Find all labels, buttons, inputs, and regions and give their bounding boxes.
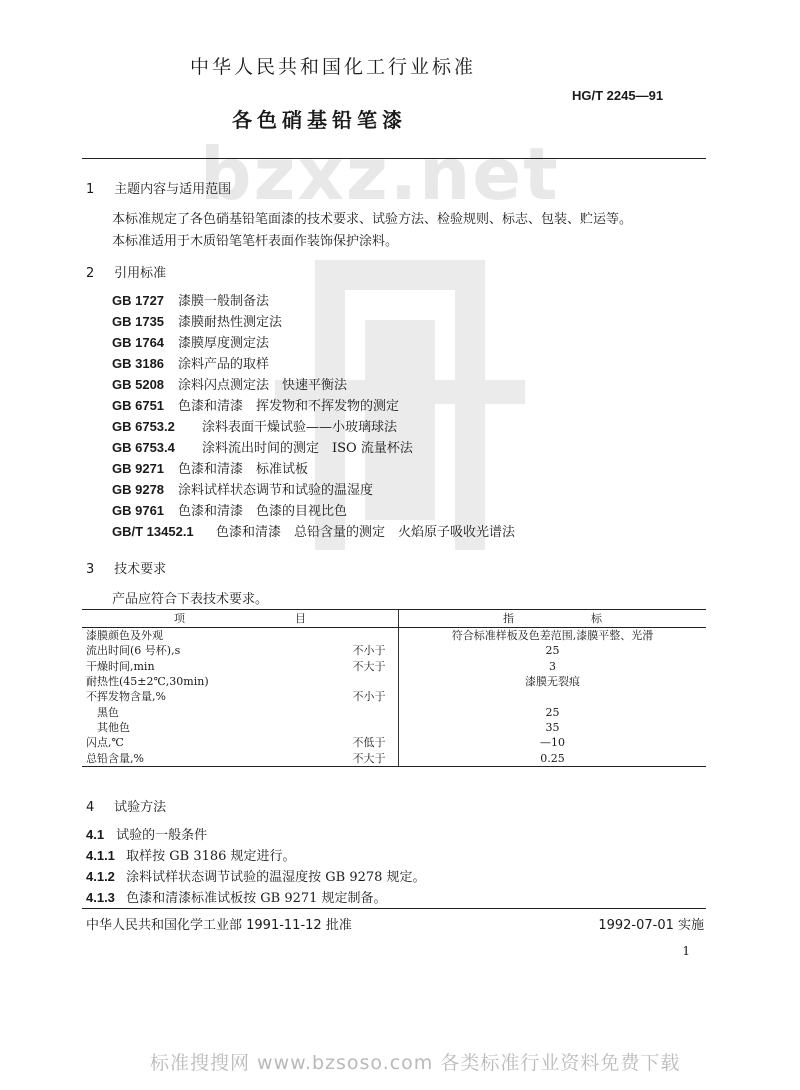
reference-name: 色漆和清漆 标准试板 <box>178 462 309 477</box>
table-header-row <box>82 610 706 628</box>
reference-item <box>112 353 672 374</box>
row-item: 漆膜颜色及外观 <box>86 629 163 643</box>
reference-name: 涂料流出时间的测定 ISO 流量杯法 <box>202 441 413 456</box>
reference-code: GB 1727 <box>112 293 165 308</box>
reference-item <box>112 479 672 500</box>
reference-code: GB 9271 <box>112 461 165 476</box>
table-header-item: 项 目 <box>82 610 399 628</box>
row-value: 0.25 <box>399 750 707 766</box>
effective-date: 1992-07-01 实施 <box>598 918 704 933</box>
row-item: 其他色 <box>86 720 130 734</box>
clause-number: 4.1.3 <box>86 890 115 905</box>
reference-name: 色漆和清漆 色漆的目视比色 <box>178 504 348 519</box>
reference-item <box>112 311 672 332</box>
section-1-heading <box>86 178 231 197</box>
technical-requirements-table <box>82 609 706 767</box>
footer-rule <box>82 908 706 909</box>
reference-code: GB 1764 <box>112 335 165 350</box>
clause-item <box>86 887 387 906</box>
row-item: 耐热性(45±2℃,30min) <box>86 675 209 689</box>
document-title: 各色硝基铅笔漆 <box>232 108 407 132</box>
reference-name: 涂料闪点测定法 快速平衡法 <box>178 378 348 393</box>
row-value <box>399 689 707 704</box>
reference-item <box>112 290 672 311</box>
row-limit: 不低于 <box>340 735 399 750</box>
clause-text: 色漆和清漆标准试板按 GB 9271 规定制备。 <box>126 891 387 906</box>
row-limit <box>340 704 399 719</box>
approval-line: 中华人民共和国化学工业部 1991-11-12 批准 <box>86 918 352 933</box>
clause-item <box>86 845 296 864</box>
row-value: 3 <box>549 659 556 673</box>
section-number: 1 <box>86 182 95 197</box>
section-title: 试验方法 <box>114 800 167 815</box>
standard-body-title: 中华人民共和国化工行业标准 <box>190 56 477 78</box>
table-row <box>82 689 706 704</box>
reference-code: GB 6753.2 <box>112 419 175 434</box>
watermark-text: bzxz.net <box>200 132 560 216</box>
section-title: 引用标准 <box>114 266 167 281</box>
table-row <box>82 750 706 766</box>
page-number: 1 <box>682 944 690 958</box>
reference-name: 涂料试样状态调节和试验的温湿度 <box>178 483 374 498</box>
table-row <box>82 720 706 735</box>
row-value: 25 <box>545 705 560 719</box>
clause-item <box>86 824 207 843</box>
reference-item <box>112 374 672 395</box>
clause-text: 试验的一般条件 <box>116 828 208 843</box>
table-header-spec: 指 标 <box>399 610 707 628</box>
reference-item <box>112 332 672 353</box>
reference-name: 涂料产品的取样 <box>178 357 270 372</box>
section-number: 2 <box>86 266 95 281</box>
row-limit: 不大于 <box>340 750 399 766</box>
clause-text: 取样按 GB 3186 规定进行。 <box>126 849 296 864</box>
row-limit: 不大于 <box>340 659 399 674</box>
reference-name: 漆膜一般制备法 <box>178 294 270 309</box>
row-item: 干燥时间,min <box>86 659 155 673</box>
table-row <box>82 643 706 658</box>
standard-code: HG/T 2245—91 <box>572 88 664 103</box>
table-row <box>82 735 706 750</box>
clause-number: 4.1 <box>86 827 105 842</box>
site-watermark: 标准搜搜网 www.bzsoso.com 各类标准行业资料免费下载 <box>150 1052 681 1074</box>
section-title: 技术要求 <box>114 562 167 577</box>
table-row <box>82 628 706 644</box>
reference-item <box>112 416 672 437</box>
reference-code: GB 3186 <box>112 356 165 371</box>
section-3-heading <box>86 558 166 577</box>
reference-code: GB 6751 <box>112 398 165 413</box>
table-row <box>82 704 706 719</box>
row-value: 35 <box>545 720 560 734</box>
reference-code: GB 1735 <box>112 314 165 329</box>
reference-name: 漆膜耐热性测定法 <box>178 315 283 330</box>
reference-code: GB/T 13452.1 <box>112 524 194 539</box>
section-number: 4 <box>86 800 95 815</box>
table-row <box>82 659 706 674</box>
clause-number: 4.1.1 <box>86 848 115 863</box>
clause-text: 涂料试样状态调节试验的温湿度按 GB 9278 规定。 <box>126 870 426 885</box>
row-item: 闪点,℃ <box>86 736 124 750</box>
row-value: 25 <box>545 644 560 658</box>
reference-code: GB 5208 <box>112 377 165 392</box>
reference-name: 涂料表面干燥试验——小玻璃球法 <box>202 420 398 435</box>
section-2-heading <box>86 262 166 281</box>
header-rule <box>82 158 706 159</box>
table-row <box>82 674 706 689</box>
row-limit <box>340 720 399 735</box>
row-value: 符合标准样板及色差范围,漆膜平整、光滑 <box>451 629 654 643</box>
row-item: 黑色 <box>86 705 119 719</box>
reference-item <box>112 500 672 521</box>
row-limit: 不小于 <box>340 643 399 658</box>
reference-code: GB 6753.4 <box>112 440 175 455</box>
row-value: 漆膜无裂痕 <box>525 675 580 689</box>
section-3-intro: 产品应符合下表技术要求。 <box>112 592 269 607</box>
section-1-para-1: 本标准规定了各色硝基铅笔面漆的技术要求、试验方法、检验规则、标志、包装、贮运等。 <box>112 212 633 227</box>
row-value: —10 <box>540 736 565 750</box>
reference-item <box>112 521 672 542</box>
section-4-heading <box>86 796 166 815</box>
row-limit <box>340 628 399 644</box>
reference-item <box>112 437 672 458</box>
reference-name: 色漆和清漆 挥发物和不挥发物的测定 <box>178 399 400 414</box>
row-limit <box>340 674 399 689</box>
reference-item <box>112 395 672 416</box>
row-limit: 不小于 <box>340 689 399 704</box>
row-item: 流出时间(6 号杯),s <box>86 644 181 658</box>
row-item: 总铅含量,% <box>82 750 340 766</box>
clause-number: 4.1.2 <box>86 869 115 884</box>
reference-name: 漆膜厚度测定法 <box>178 336 270 351</box>
reference-code: GB 9278 <box>112 482 165 497</box>
section-title: 主题内容与适用范围 <box>114 182 232 197</box>
reference-item <box>112 458 672 479</box>
row-item: 不挥发物含量,% <box>86 690 166 704</box>
reference-list <box>112 290 672 542</box>
section-1-para-2: 本标准适用于木质铅笔笔杆表面作装饰保护涂料。 <box>112 234 399 249</box>
reference-code: GB 9761 <box>112 503 165 518</box>
section-number: 3 <box>86 562 95 577</box>
clause-item <box>86 866 426 885</box>
reference-name: 色漆和清漆 总铅含量的测定 火焰原子吸收光谱法 <box>216 525 516 540</box>
